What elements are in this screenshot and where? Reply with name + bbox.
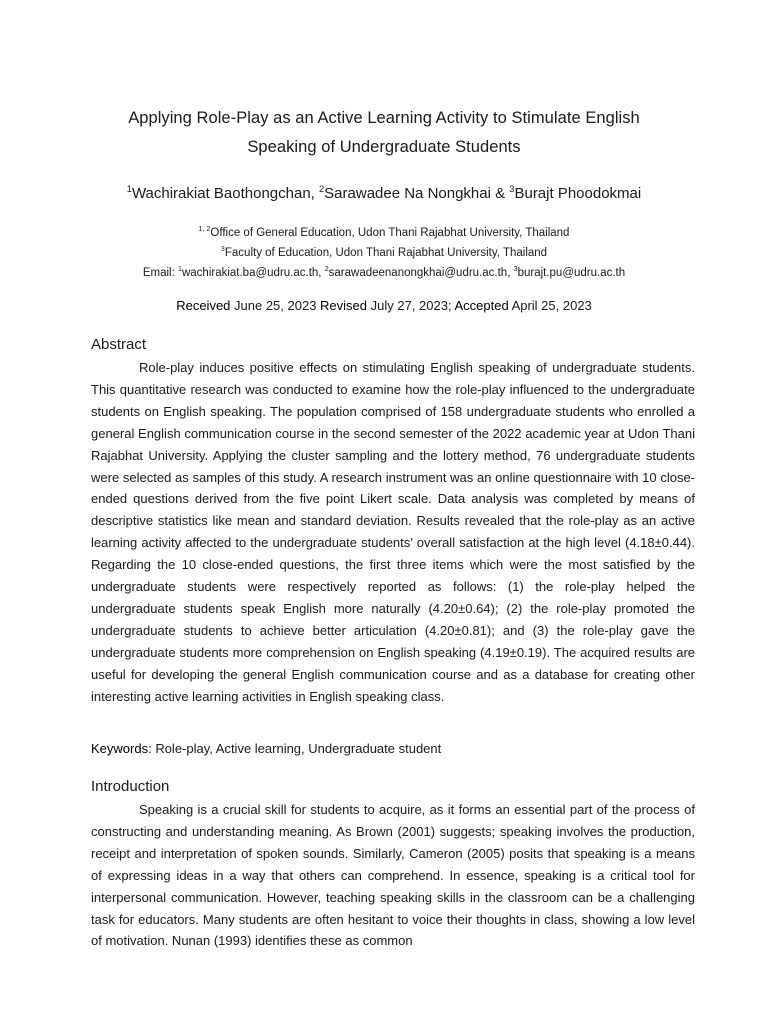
keywords-label: Keywords: [91, 741, 152, 756]
author-3: Burajt Phoodokmai [514, 185, 642, 202]
accepted-label: Accepted [454, 298, 509, 313]
email-3[interactable]: burajt.pu@udru.ac.th [517, 267, 626, 279]
revised-date: July 27, 2023; [367, 298, 455, 313]
author-2-marker: 2 [319, 184, 325, 194]
affiliation-2-marker: 3 [220, 245, 225, 254]
email-label: Email: [142, 267, 178, 279]
affiliation-1-marker: 1, 2 [198, 225, 211, 234]
affiliation-2-text: Faculty of Education, Udon Thani Rajabhat University, Thailand [224, 247, 548, 259]
submission-dates [40, 296, 728, 316]
revised-label: Revised [320, 298, 368, 313]
email-1-marker: 1 [178, 265, 182, 274]
abstract-text: Role-play induces positive effects on stimulating English speaking of undergraduate students. This quantitative research was conducted to examine how the role-play influenced to the undergraduate students on English speaking. The population comprised of 158 undergraduate students who enrolled a general English communication course in the second semester of the 2022 academic year at Udon Thani Rajabhat University. Applying the cluster sampling and the lottery method, 76 undergraduate students were selected as samples of this study. A research instrument was an online questionnaire with 10 close-ended questions derived from the five point Likert scale. Data analysis was completed by means of descriptive statistics like mean and standard deviation. Results revealed that the role-play as an active learning activity affected to the undergraduate students’ overall satisfaction at the high level (4.18±0.44). Regarding the 10 close-ended questions, the first three items which were the most satisfied by the undergraduate students were respectively reported as follows: (1) the role-play helped the undergraduate students speak English more naturally (4.20±0.64); (2) the role-play promoted the undergraduate students to achieve better articulation (4.20±0.81); and (3) the role-play gave the undergraduate students more comprehension on English speaking (4.19±0.19). The acquired results are useful for developing the general English communication course and as a database for creating other interesting active learning activities in English speaking class. [91, 360, 695, 704]
email-1[interactable]: wachirakiat.ba@udru.ac.th, [181, 267, 325, 279]
introduction-heading: Introduction [91, 778, 170, 795]
affiliations [40, 223, 728, 283]
email-line [40, 263, 728, 283]
author-1: Wachirakiat Baothongchan, [131, 185, 319, 202]
title-line-2: Speaking of Undergraduate Students [247, 138, 521, 156]
author-1-marker: 1 [126, 184, 132, 194]
paper-title [60, 104, 708, 162]
accepted-date: April 25, 2023 [508, 298, 592, 313]
received-label: Received [176, 298, 231, 313]
affiliation-1-text: Office of General Education, Udon Thani Rajabhat University, Thailand [210, 227, 570, 239]
introduction-text: Speaking is a crucial skill for students to acquire, as it forms an essential part of the process of constructing and understanding meaning. As Brown (2001) suggests; speaking involves the production, receipt and interpretation of spoken sounds. Similarly, Cameron (2005) posits that speaking is a means of expressing ideas in a way that others can comprehend. In essence, speaking is a critical tool for interpersonal communication. However, teaching speaking skills in the classroom can be a challenging task for educators. Many students are often hesitant to voice their thoughts in class, showing a low level of motivation. Nunan (1993) identifies these as common [91, 802, 695, 949]
email-2-marker: 2 [324, 265, 329, 274]
abstract-heading: Abstract [91, 336, 147, 353]
affiliation-2 [40, 243, 728, 263]
author-2: Sarawadee Na Nongkhai & [324, 185, 510, 202]
email-3-marker: 3 [513, 265, 518, 274]
author-list [40, 183, 728, 205]
keywords-text: Role-play, Active learning, Undergraduate student [151, 741, 442, 756]
title-line-1: Applying Role-Play as an Active Learning Activity to Stimulate English [128, 109, 640, 127]
keywords [91, 738, 695, 760]
email-2[interactable]: sarawadeenanongkhai@udru.ac.th, [328, 267, 514, 279]
received-date: June 25, 2023 [230, 298, 321, 313]
author-3-marker: 3 [509, 184, 515, 194]
affiliation-1 [40, 223, 728, 243]
